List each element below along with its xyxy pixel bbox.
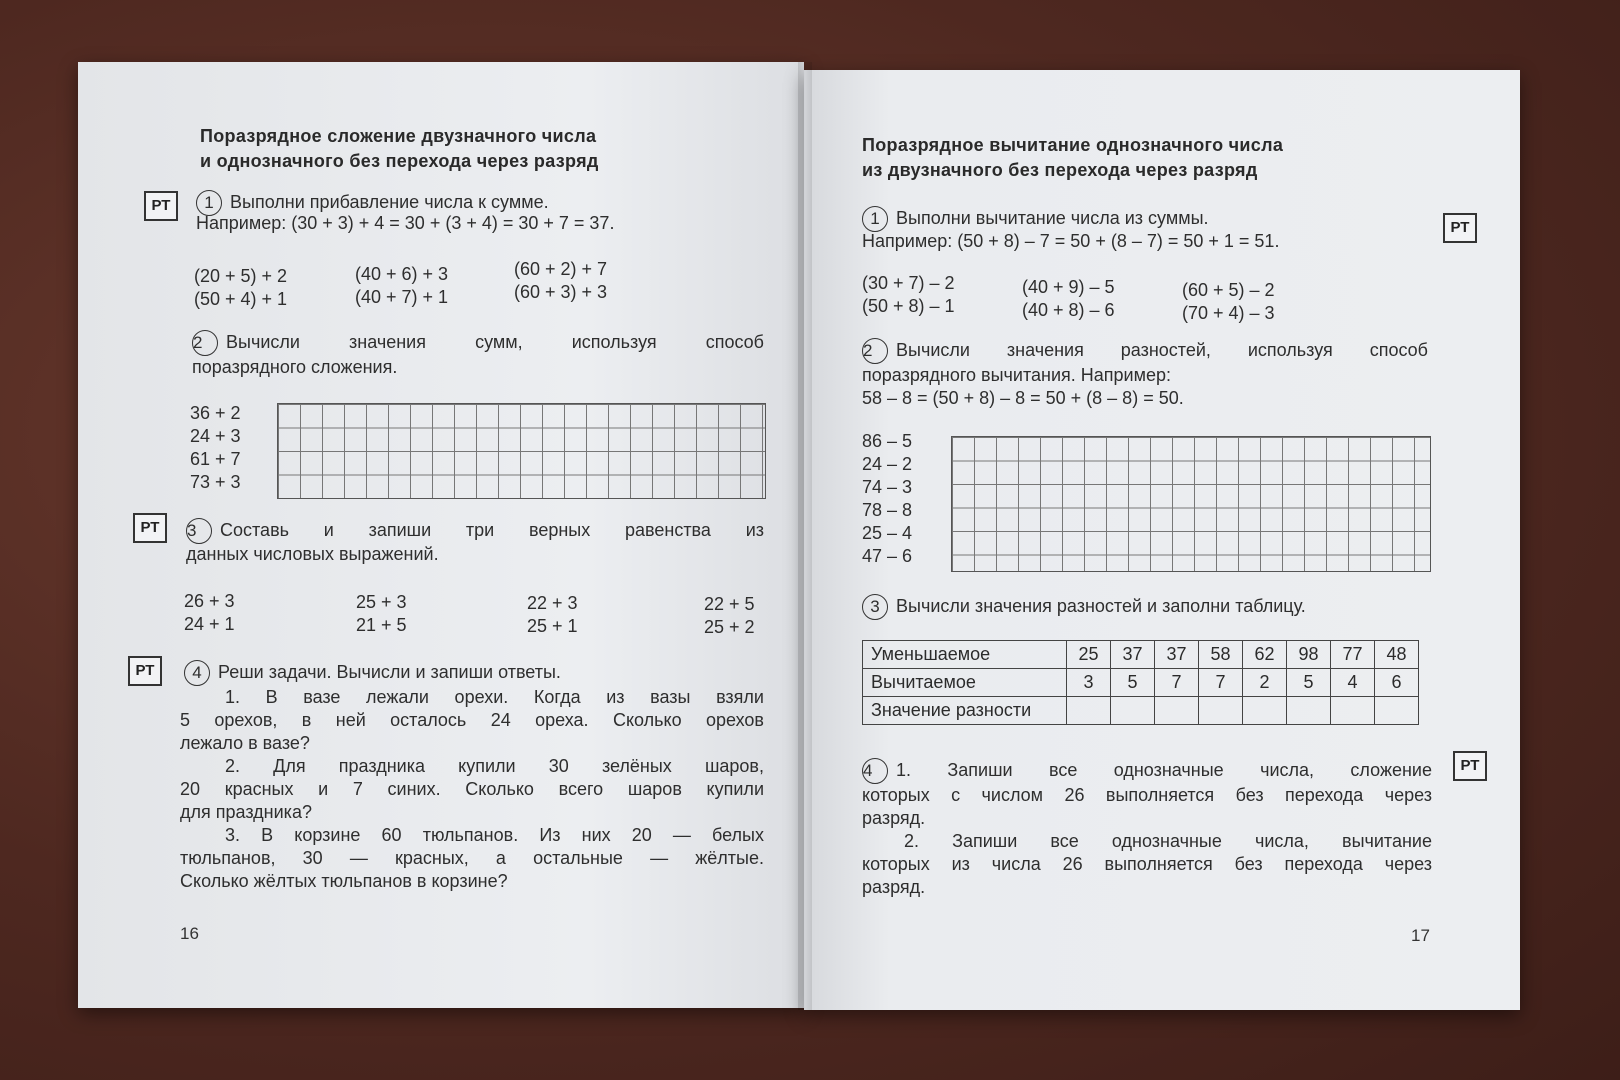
expression: 25 – 4	[862, 523, 913, 543]
rt-badge: РТ	[1453, 751, 1487, 781]
expression: 78 – 8	[862, 500, 913, 520]
table-cell: 58	[1199, 641, 1243, 669]
left-task1-col-2	[355, 263, 448, 309]
table-cell: 7	[1199, 669, 1243, 697]
page-number-right: 17	[1411, 926, 1430, 945]
table-cell: 6	[1375, 669, 1419, 697]
left-task4-intro: 4 Реши задачи. Вычисли и запиши ответы.	[184, 660, 561, 686]
table-cell: 98	[1287, 641, 1331, 669]
task-number: 1	[196, 190, 222, 216]
table-row-difference	[863, 697, 1419, 725]
right-task4-line-1: 4 1. Запиши все однозначные числа, сложение	[862, 758, 1432, 784]
answer-cell[interactable]	[1243, 697, 1287, 725]
expression: 26 + 3	[184, 591, 235, 611]
answer-cell[interactable]	[1111, 697, 1155, 725]
expression: 74 – 3	[862, 477, 913, 497]
right-task3-text: 3 Вычисли значения разностей и заполни таблицу.	[862, 594, 1306, 620]
table-cell: 4	[1331, 669, 1375, 697]
right-title-line-2: из двузначного без перехода через разряд	[862, 160, 1258, 180]
rt-badge: РТ	[128, 656, 162, 686]
left-title	[200, 124, 599, 174]
subtraction-table	[862, 640, 1419, 725]
expression: 47 – 6	[862, 546, 913, 566]
rt-badge: РТ	[1443, 213, 1477, 243]
expression: (40 + 9) – 5	[1022, 277, 1115, 297]
expression: 25 + 2	[704, 617, 755, 637]
row-label: Вычитаемое	[863, 669, 1067, 697]
left-task2-expressions	[190, 402, 241, 494]
expression: 25 + 3	[356, 592, 407, 612]
left-task2-line-1: 2 Вычисли значения сумм, используя способ	[192, 330, 764, 356]
answer-cell[interactable]	[1287, 697, 1331, 725]
right-task1-col-3	[1182, 279, 1275, 325]
left-task3-col-4	[704, 593, 755, 639]
right-task2-line-2: поразрядного вычитания. Например:	[862, 365, 1171, 385]
left-task3-col-3	[527, 592, 578, 638]
task-number: 2	[192, 330, 218, 356]
expression: 73 + 3	[190, 472, 241, 492]
expression: (70 + 4) – 3	[1182, 303, 1275, 323]
right-task1-text: 1 Выполни вычитание числа из суммы.	[862, 206, 1209, 232]
task-number: 4	[184, 660, 210, 686]
expression: (40 + 7) + 1	[355, 287, 449, 307]
expression: 25 + 1	[527, 616, 578, 636]
right-task1-col-1	[862, 272, 955, 318]
expression: (40 + 8) – 6	[1022, 300, 1115, 320]
right-task2-line-3: 58 – 8 = (50 + 8) – 8 = 50 + (8 – 8) = 50.	[862, 388, 1184, 408]
right-task2-line-1: 2 Вычисли значения разностей, используя способ	[862, 338, 1428, 364]
right-task2-expressions	[862, 430, 912, 568]
expression: (60 + 2) + 7	[514, 259, 608, 279]
expression: 22 + 5	[704, 594, 755, 614]
table-cell: 5	[1287, 669, 1331, 697]
left-task3-line-2: данных числовых выражений.	[186, 544, 439, 564]
book-spine	[798, 62, 812, 1010]
right-title	[862, 133, 1283, 183]
expression: 21 + 5	[356, 615, 407, 635]
expression: 24 – 2	[862, 454, 913, 474]
task-number: 1	[862, 206, 888, 232]
rt-badge: РТ	[133, 513, 167, 543]
expression: (20 + 5) + 2	[194, 266, 288, 286]
expression: (30 + 7) – 2	[862, 273, 955, 293]
table-cell: 3	[1067, 669, 1111, 697]
row-label: Уменьшаемое	[863, 641, 1067, 669]
table-cell: 7	[1155, 669, 1199, 697]
expression: 24 + 1	[184, 614, 235, 634]
table-cell: 77	[1331, 641, 1375, 669]
answer-grid-right[interactable]	[951, 436, 1431, 572]
left-task3-col-2	[356, 591, 407, 637]
answer-grid-left[interactable]	[277, 403, 766, 499]
answer-cell[interactable]	[1067, 697, 1111, 725]
table-cell: 25	[1067, 641, 1111, 669]
left-task3-col-1	[184, 590, 235, 636]
expression: 36 + 2	[190, 403, 241, 423]
answer-cell[interactable]	[1199, 697, 1243, 725]
table-cell: 2	[1243, 669, 1287, 697]
left-task1-example: Например: (30 + 3) + 4 = 30 + (3 + 4) = 30 + 7 = 37.	[196, 213, 615, 233]
expression: 61 + 7	[190, 449, 241, 469]
table-cell: 62	[1243, 641, 1287, 669]
table-cell: 37	[1155, 641, 1199, 669]
answer-cell[interactable]	[1155, 697, 1199, 725]
table-row-subtrahend	[863, 669, 1419, 697]
answer-cell[interactable]	[1331, 697, 1375, 725]
expression: 24 + 3	[190, 426, 241, 446]
answer-cell[interactable]	[1375, 697, 1419, 725]
table-cell: 37	[1111, 641, 1155, 669]
row-label: Значение разности	[863, 697, 1067, 725]
expression: (50 + 8) – 1	[862, 296, 955, 316]
left-title-line-2: и однозначного без перехода через разряд	[200, 151, 599, 171]
expression: (50 + 4) + 1	[194, 289, 288, 309]
right-task1-col-2	[1022, 276, 1115, 322]
left-task4-body: 1. В вазе лежали орехи. Когда из вазы взяли 5 орехов, в ней осталось 24 ореха. Сколько орехов лежало в вазе? 2. Для праздника купили 30 зелёных шаров, 20 красных и 7 синих. Сколько всего шаров купили для праздника? 3. В корзине 60 тюльпанов. Из них 20 — белых тюльпанов, 30 — красных, а остальные — жёлтые. Сколько жёлтых тюльпанов в корзине?	[180, 687, 764, 891]
left-task3-line-1: 3 Составь и запиши три верных равенства из	[186, 518, 764, 544]
expression: (60 + 3) + 3	[514, 282, 608, 302]
table-row-minuend	[863, 641, 1419, 669]
right-task4-body: 4 1. Запиши все однозначные числа, сложение которых с числом 26 выполняется без перехода через разряд. 2. Запиши все однозначные числа, вычитание которых из числа 26 выполняется без перехода через разряд.	[862, 759, 1432, 897]
table-cell: 48	[1375, 641, 1419, 669]
page-number-left: 16	[180, 924, 199, 943]
expression: 22 + 3	[527, 593, 578, 613]
left-task1-col-3	[514, 258, 607, 304]
left-task1-text: 1 Выполни прибавление числа к сумме.	[196, 190, 549, 216]
left-task1-col-1	[194, 265, 287, 311]
rt-badge: РТ	[144, 191, 178, 221]
table-cell: 5	[1111, 669, 1155, 697]
task-number: 2	[862, 338, 888, 364]
expression: (60 + 5) – 2	[1182, 280, 1275, 300]
task-number: 4	[862, 758, 888, 784]
expression: (40 + 6) + 3	[355, 264, 449, 284]
expression: 86 – 5	[862, 431, 913, 451]
task-number: 3	[862, 594, 888, 620]
task-number: 3	[186, 518, 212, 544]
left-title-line-1: Поразрядное сложение двузначного числа	[200, 126, 597, 146]
right-task1-example: Например: (50 + 8) – 7 = 50 + (8 – 7) = 50 + 1 = 51.	[862, 231, 1280, 251]
right-title-line-1: Поразрядное вычитание однозначного числа	[862, 135, 1284, 155]
left-task2-line-2: поразрядного сложения.	[192, 357, 398, 377]
